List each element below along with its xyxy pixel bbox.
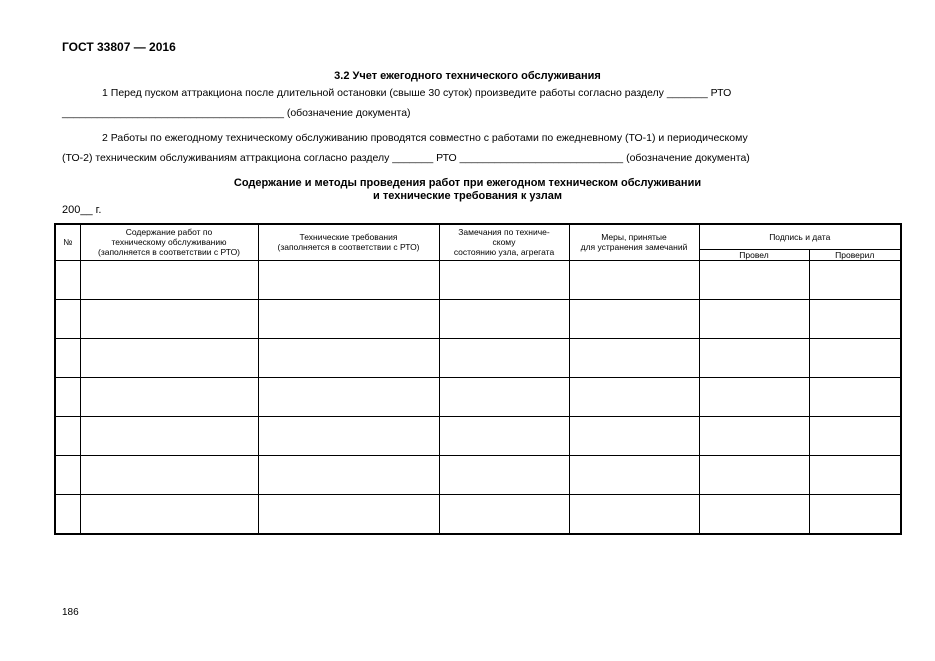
cell: [699, 260, 809, 299]
header-technical-requirements-line-2: (заполняется в соответствии с РТО): [277, 242, 420, 253]
cell: [80, 416, 258, 455]
header-done-by: Провел: [699, 249, 809, 260]
cell: [809, 338, 901, 377]
header-measures: [569, 224, 699, 260]
cell: [80, 377, 258, 416]
table-row: [55, 455, 901, 494]
page-number: 186: [62, 607, 79, 618]
cell: [569, 455, 699, 494]
cell: [80, 260, 258, 299]
cell: [699, 455, 809, 494]
cell: [699, 416, 809, 455]
cell: [569, 260, 699, 299]
cell: [80, 494, 258, 534]
header-measures-line-2: для устранения замечаний: [580, 242, 688, 253]
header-technical-requirements: [258, 224, 439, 260]
paragraph-1-number: 1: [102, 87, 108, 99]
table-caption-line-2: и технические требования к узлам: [373, 190, 562, 202]
table-row: [55, 416, 901, 455]
cell: [439, 494, 569, 534]
cell: [809, 494, 901, 534]
cell: [55, 416, 80, 455]
cell: [439, 260, 569, 299]
cell: [258, 494, 439, 534]
cell: [699, 494, 809, 534]
table-caption: [0, 177, 935, 203]
paragraph-1-text: Перед пуском аттракциона после длительной остановки (свыше 30 суток) произведите работы согласно разделу _______ РТО: [110, 87, 732, 99]
cell: [439, 455, 569, 494]
cell: [80, 299, 258, 338]
header-work-content-line-1: Содержание работ по: [125, 227, 213, 238]
cell: [569, 416, 699, 455]
cell: [55, 494, 80, 534]
header-checked-by: Проверил: [809, 249, 901, 260]
maintenance-table: [54, 223, 902, 535]
cell: [258, 416, 439, 455]
header-signature-date: Подпись и дата: [699, 224, 901, 249]
cell: [439, 416, 569, 455]
cell: [439, 338, 569, 377]
cell: [258, 260, 439, 299]
header-remarks: [439, 224, 569, 260]
header-technical-requirements-line-1: Технические требования: [299, 232, 398, 243]
header-work-content-line-3: (заполняется в соответствии с РТО): [97, 247, 241, 258]
cell: [55, 260, 80, 299]
header-work-content-line-2: техническому обслуживанию: [111, 237, 227, 248]
cell: [699, 299, 809, 338]
paragraph-2-text-cont: (ТО-2) техническим обслуживаниям аттракциона согласно разделу _______ РТО ____________________________ (обозначение документа): [62, 152, 750, 164]
paragraph-2: [62, 128, 870, 168]
paragraph-1-text-cont: ______________________________________ (обозначение документа): [62, 107, 411, 119]
header-remarks-line-1: Замечания по техниче-: [458, 227, 550, 238]
header-measures-line-1: Меры, принятые: [601, 232, 667, 243]
paragraph-1: [62, 83, 870, 123]
paragraph-2-text: Работы по ежегодному техническому обслуживанию проводятся совместно с работами по ежедневному (ТО-1) и периодическому: [110, 132, 748, 144]
cell: [258, 338, 439, 377]
cell: [809, 377, 901, 416]
cell: [699, 338, 809, 377]
cell: [55, 299, 80, 338]
cell: [80, 338, 258, 377]
table-body: [55, 260, 901, 534]
paragraph-2-number: 2: [102, 132, 108, 144]
cell: [55, 455, 80, 494]
section-title: 3.2 Учет ежегодного технического обслуживания: [334, 70, 601, 82]
cell: [569, 338, 699, 377]
document-standard-header: ГОСТ 33807 — 2016: [62, 40, 176, 54]
table-caption-line-1: Содержание и методы проведения работ при ежегодном техническом обслуживании: [233, 177, 702, 189]
cell: [809, 260, 901, 299]
cell: [258, 299, 439, 338]
cell: [809, 455, 901, 494]
year-label: 200__ г.: [62, 204, 102, 216]
cell: [699, 377, 809, 416]
cell: [55, 338, 80, 377]
header-work-content: [80, 224, 258, 260]
table-row: [55, 260, 901, 299]
cell: [439, 377, 569, 416]
table-row: [55, 338, 901, 377]
table-row: [55, 377, 901, 416]
table-row: [55, 494, 901, 534]
header-remarks-line-2: скому: [492, 237, 516, 248]
table-row: [55, 299, 901, 338]
cell: [258, 377, 439, 416]
header-number: №: [55, 224, 80, 260]
cell: [569, 377, 699, 416]
cell: [569, 494, 699, 534]
cell: [258, 455, 439, 494]
cell: [809, 299, 901, 338]
cell: [569, 299, 699, 338]
cell: [809, 416, 901, 455]
header-remarks-line-3: состоянию узла, агрегата: [453, 247, 555, 258]
cell: [55, 377, 80, 416]
cell: [80, 455, 258, 494]
cell: [439, 299, 569, 338]
